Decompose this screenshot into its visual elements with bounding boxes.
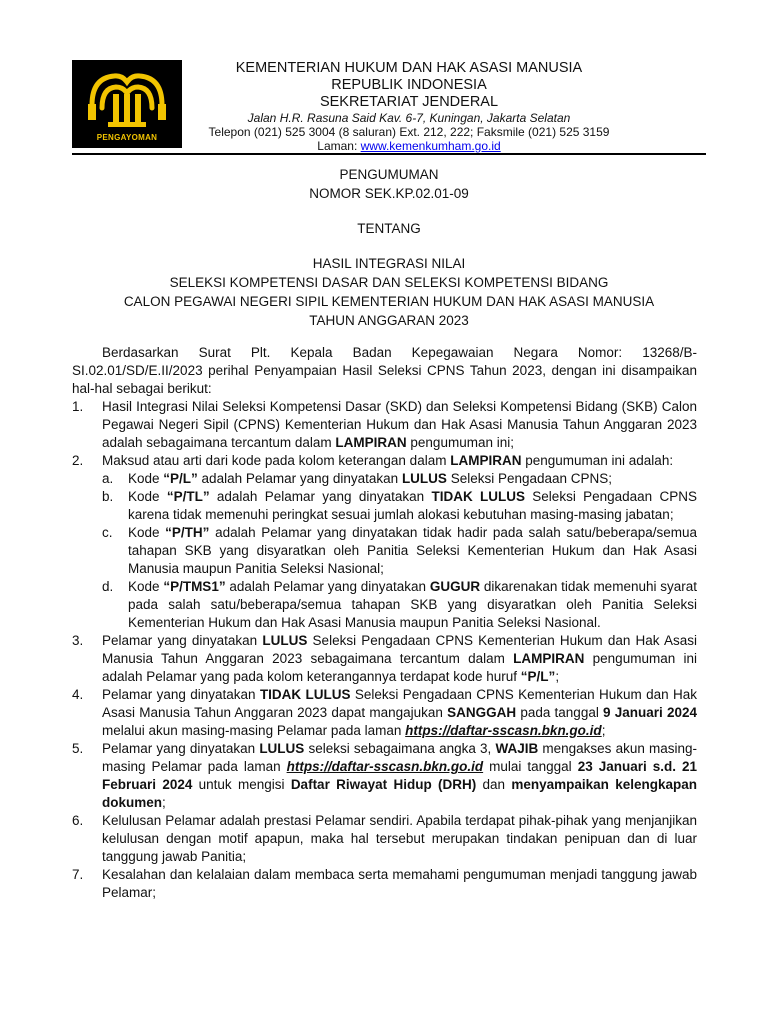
list-item-2 — [72, 452, 697, 632]
item-bold: menyampaikan kelengkapan dokumen — [102, 777, 698, 810]
website-link[interactable]: www.kemenkumham.go.id — [360, 139, 501, 153]
code-list — [102, 470, 697, 632]
item-bold: 23 Januari s.d. 21 Februari 2024 — [102, 759, 697, 792]
website-line — [186, 139, 632, 153]
item-text: pengumuman ini adalah: — [521, 453, 674, 468]
item-text: melalui akun masing-masing Pelamar pada laman — [102, 723, 406, 738]
subject-heading — [72, 254, 706, 330]
item-text: Pelamar yang dinyatakan — [102, 633, 263, 648]
item-text: Kode — [128, 489, 167, 504]
list-item-3 — [72, 632, 697, 686]
item-number: 1. — [72, 399, 84, 414]
announcement-list — [72, 398, 697, 902]
item-text: adalah Pelamar yang dinyatakan — [225, 579, 430, 594]
item-text: pengumuman ini; — [406, 435, 514, 450]
list-item-6 — [72, 812, 697, 866]
intro-paragraph: Berdasarkan Surat Plt. Kepala Badan Kepegawaian Negara Nomor: 13268/B-SI.02.01/SD/E.II/2023 perihal Penyampaian Hasil Seleksi CPNS Tahun 2023, dengan ini disampaikan hal-hal sebagai berikut: — [72, 345, 697, 396]
item-text: untuk mengisi — [192, 777, 291, 792]
announcement-number: NOMOR SEK.KP.02.01-09 — [309, 186, 469, 201]
item-text: ; — [601, 723, 606, 738]
item-bold: LULUS — [259, 741, 305, 756]
item-bold: SANGGAH — [447, 705, 517, 720]
code-item-c — [102, 524, 697, 578]
item-number: 3. — [72, 633, 84, 648]
website-label: Laman: — [317, 139, 361, 153]
item-text: Seleksi Pengadaan CPNS; — [446, 471, 613, 486]
code-label: “P/L” — [163, 471, 198, 486]
logo-caption: PENGAYOMAN — [96, 133, 158, 142]
item-text: mengakses akun masing-masing Pelamar pada laman — [102, 741, 698, 774]
subject-line-3: CALON PEGAWAI NEGERI SIPIL KEMENTERIAN HUKUM DAN HAK ASASI MANUSIA — [123, 294, 655, 309]
item-text: dan — [476, 777, 512, 792]
announcement-title: PENGUMUMAN — [339, 167, 439, 182]
item-text: dikarenakan tidak memenuhi syarat pada salah satu/beberapa/semua tahapan SKB yang disyaratkan oleh Panitia Seleksi Kementerian Hukum dan Hak Asasi Manusia maupun Panitia Seleksi Nasional. — [128, 579, 698, 630]
republic-name: REPUBLIK INDONESIA — [331, 77, 487, 93]
code-item-d — [102, 578, 697, 632]
list-item-7 — [72, 866, 697, 902]
item-text: pada tanggal — [516, 705, 604, 720]
item-text: Kode — [128, 525, 166, 540]
code-label: “P/TMS1” — [163, 579, 226, 594]
code-item-a — [102, 470, 697, 488]
item-bold: GUGUR — [429, 579, 481, 594]
item-text: ; — [162, 795, 166, 810]
ministry-logo — [72, 60, 182, 148]
list-item-5 — [72, 740, 697, 812]
announcement-body — [72, 344, 697, 902]
item-text: adalah Pelamar yang dinyatakan tidak hadir pada salah satu/beberapa/semua tahapan SKB yang disyaratkan oleh Panitia Seleksi Kementerian Hukum dan Hak Asasi Manusia maupun Panitia Seleksi Nasional; — [128, 525, 697, 576]
item-text: Seleksi Pengadaan CPNS Kementerian Hukum dan Hak Asasi Manusia Tahun Anggaran 2023 sebagaimana tercantum dalam — [102, 633, 697, 666]
item-text: Pelamar yang dinyatakan — [102, 687, 260, 702]
item-bold: LAMPIRAN — [513, 651, 585, 666]
secretariat-name: SEKRETARIAT JENDERAL — [319, 94, 499, 110]
letterhead — [186, 60, 632, 153]
item-bold: TIDAK LULUS — [431, 489, 525, 504]
item-text: Kode — [128, 579, 164, 594]
item-bold: LULUS — [401, 471, 447, 486]
list-item-4 — [72, 686, 697, 740]
phone-line: Telepon (021) 525 3004 (8 saluran) Ext. 212, 222; Faksmile (021) 525 3159 — [208, 125, 610, 139]
subject-line-4: TAHUN ANGGARAN 2023 — [309, 313, 469, 328]
item-text: mulai tanggal — [483, 759, 578, 774]
item-letter: a. — [102, 471, 114, 486]
item-text: Seleksi Pengadaan CPNS karena tidak memenuhi peringkat sesuai jumlah alokasi kebutuhan masing-masing jabatan; — [128, 489, 697, 522]
announcement-heading — [72, 165, 706, 203]
subject-line-1: HASIL INTEGRASI NILAI — [312, 256, 466, 271]
letterhead-divider — [72, 153, 706, 155]
code-label: “P/L” — [520, 669, 556, 684]
code-item-b — [102, 488, 697, 524]
item-number: 6. — [72, 813, 84, 828]
sscasn-link[interactable]: https://daftar-sscasn.bkn.go.id — [286, 759, 484, 774]
item-text: Kode — [128, 471, 164, 486]
item-bold: WAJIB — [495, 741, 539, 756]
item-text: Hasil Integrasi Nilai Seleksi Kompetensi Dasar (SKD) dan Seleksi Kompetensi Bidang (SKB) Calon Pegawai Negeri Sipil (CPNS) Kementerian Hukum dan Hak Asasi Manusia Tahun Anggaran 2023 adalah sebagaimana tercantum dalam — [102, 399, 697, 450]
subject-line-2: SELEKSI KOMPETENSI DASAR DAN SELEKSI KOMPETENSI BIDANG — [169, 275, 609, 290]
item-text: pengumuman ini adalah Pelamar yang pada kolom keterangannya terdapat kode huruf — [102, 651, 697, 684]
item-bold: 9 Januari 2024 — [603, 705, 697, 720]
item-text: Seleksi Pengadaan CPNS Kementerian Hukum dan Hak Asasi Manusia Tahun Anggaran 2023 dapat mangajukan — [102, 687, 698, 720]
item-bold: LAMPIRAN — [450, 453, 522, 468]
item-text: ; — [555, 669, 560, 684]
item-bold: LAMPIRAN — [335, 435, 407, 450]
code-label: “P/TH” — [165, 525, 210, 540]
code-label: “P/TL” — [166, 489, 210, 504]
address-line: Jalan H.R. Rasuna Said Kav. 6-7, Kuningan, Jakarta Selatan — [247, 111, 571, 125]
about-heading: TENTANG — [357, 221, 421, 236]
item-number: 5. — [72, 741, 84, 756]
item-bold: LULUS — [262, 633, 308, 648]
sscasn-link[interactable]: https://daftar-sscasn.bkn.go.id — [405, 723, 602, 738]
item-text: adalah Pelamar yang dinyatakan — [209, 489, 432, 504]
list-item-1 — [72, 398, 697, 452]
item-text: Kesalahan dan kelalaian dalam membaca serta memahami pengumuman menjadi tanggung jawab Pelamar; — [102, 867, 697, 900]
item-text: Kelulusan Pelamar adalah prestasi Pelamar sendiri. Apabila terdapat pihak-pihak yang menjanjikan kelulusan dengan motif apapun, maka hal tersebut merupakan tindakan penipuan dan di luar tanggung jawab Panitia; — [102, 813, 697, 864]
ministry-name: KEMENTERIAN HUKUM DAN HAK ASASI MANUSIA — [235, 60, 583, 76]
item-text: Pelamar yang dinyatakan — [102, 741, 260, 756]
item-bold: TIDAK LULUS — [259, 687, 351, 702]
item-letter: c. — [102, 525, 113, 540]
item-number: 2. — [72, 453, 84, 468]
item-letter: b. — [102, 489, 114, 504]
item-bold: Daftar Riwayat Hidup (DRH) — [290, 777, 477, 792]
item-number: 4. — [72, 687, 84, 702]
item-text: Maksud atau arti dari kode pada kolom keterangan dalam — [102, 453, 451, 468]
item-letter: d. — [102, 579, 114, 594]
item-text: seleksi sebagaimana angka 3, — [304, 741, 496, 756]
item-text: adalah Pelamar yang dinyatakan — [197, 471, 402, 486]
item-number: 7. — [72, 867, 84, 882]
